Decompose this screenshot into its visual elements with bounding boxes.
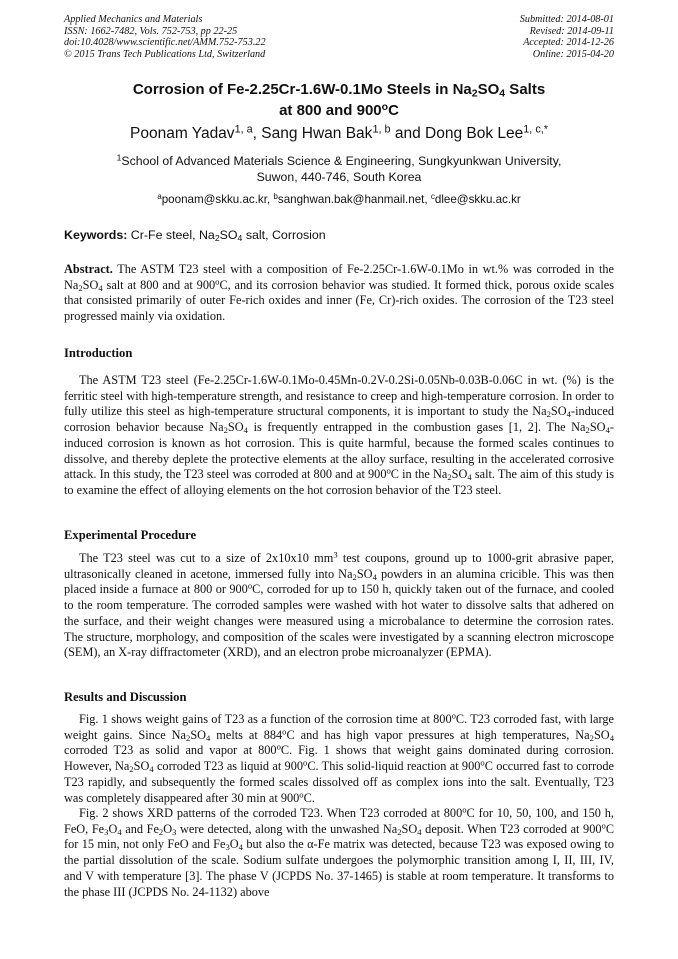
- journal-name: Applied Mechanics and Materials: [64, 14, 203, 25]
- author-list: Poonam Yadav$^{1, a}$, Sang Hwan Bak$^{1, b}$ and Dong Bok Lee$^{1, c,*}$: [130, 123, 548, 142]
- email-a: poonam@skku.ac.kr,: [161, 193, 274, 206]
- title-line-2: at 800 and 900$^o$C: [279, 100, 399, 119]
- journal-header-left: [64, 14, 266, 60]
- revised-date: Revised: 2014-09-11: [529, 25, 614, 37]
- author-emails: $^a$poonam@skku.ac.kr, $^b$sanghwan.bak@hanmail.net, $^c$dlee@skku.ac.kr: [157, 191, 521, 206]
- introduction-heading: Introduction: [64, 346, 133, 360]
- experimental-paragraph: The T23 steel was cut to a size of 2x10x10 $mm^3$ test coupons, ground up to 1000-grit abrasive paper, ultrasonically cleaned in acetone, immersed fully into $Na_2SO_4$ powders in an alumina cricible. This was then placed inside a furnace at 800 or 900$^o$C, corroded for up to 150 h, quickly taken out of the furnace, and cooled to the room temperature. The corroded samples were washed with hot water to dissolve salts that adhered on the surface, and their weight changes were measured using a microbalance to determine the corrosion rates. The structure, morphology, and composition of the scales were investigated by a scanning electron microscope (SEM), an X-ray diffractometer (XRD), and an electron probe microanalyzer (EPMA).: [64, 549, 615, 660]
- submitted-date: Submitted: 2014-08-01: [519, 14, 614, 25]
- keywords: Keywords: Cr-Fe steel, $Na_2SO_4$ salt, Corrosion: [64, 228, 326, 244]
- results-paragraph-2: Fig. 2 shows XRD patterns of the corroded T23. When T23 corroded at 800$^o$C for 10, 50, 100, and 150 h, FeO, $Fe_3O_4$ and $Fe_2O_3$ were detected, along with the unwashed $Na_2SO_4$ deposit. When T23 corroded at 900$^o$C for 15 min, not only FeO and $Fe_3O_4$ but also the α-Fe matrix was detected, because T23 was exposed owing to the partial dissolution of the scale. Sodium sulfate undergoes the polymorphic transition among I, II, III, IV, and V with temperature [3]. The phase V (JCPDS No. 37-1465) is stable at room temperature. It transforms to the phase III (JCPDS No. 24-1132) above: [64, 804, 615, 899]
- issn-line: ISSN: 1662-7482, Vols. 752-753, pp 22-25: [64, 25, 238, 37]
- online-date: Online: 2015-04-20: [532, 48, 614, 60]
- keywords-label: Keywords:: [64, 228, 128, 242]
- abstract: Abstract. The ASTM T23 steel with a composition of Fe-2.25Cr-1.6W-0.1Mo in wt.% was corroded in the $Na_2SO_4$ salt at 800 and at 900$^o$C, and its corrosion behavior was studied. It formed thick, porous oxide scales that consisted primarily of outer Fe-rich oxides and inner (Fe, Cr)-rich oxides. The corrosion of the T23 steel progressed mainly via oxidation.: [64, 262, 614, 324]
- email-c: dlee@skku.ac.kr: [434, 193, 521, 206]
- introduction-paragraph: The ASTM T23 steel (Fe-2.25Cr-1.6W-0.1Mo-0.45Mn-0.2V-0.2Si-0.05Nb-0.03B-0.06C in wt. (%) is the ferritic steel with high-temperature strength, and resistance to creep and high-temperature corrosion. In order to fully utilize this steel as high-temperature structural components, it is important to study the $Na_2SO_4$-induced corrosion behavior because $Na_2SO_4$ is frequently entrapped in the combustion gases [1, 2]. The $Na_2SO_4$-induced corrosion is known as hot corrosion. This is quite harmful, because the formed scales continues to dissolve, and thereby deplete the protective elements at the alloy surface, resulting in the accelerated corrosive attack. In this study, the T23 steel was corroded at 800 and at 900$^o$C in the $Na_2SO_4$ salt. The aim of this study is to examine the effect of alloying elements on the hot corrosion behavior of the T23 steel.: [64, 373, 614, 497]
- email-b: sanghwan.bak@hanmail.net,: [277, 193, 431, 206]
- abstract-label: Abstract.: [64, 262, 113, 276]
- paper-title: [64, 79, 614, 121]
- accepted-date: Accepted: 2014-12-26: [523, 37, 614, 48]
- author-2: Sang Hwan Bak: [261, 125, 373, 142]
- author-3: Dong Bok Lee: [425, 125, 524, 142]
- doi-line: doi:10.4028/www.scientific.net/AMM.752-753.22: [64, 37, 266, 48]
- results-heading: Results and Discussion: [64, 690, 187, 704]
- copyright-line: © 2015 Trans Tech Publications Ltd, Switzerland: [64, 48, 266, 60]
- affiliation: $^1$School of Advanced Materials Science & Engineering, Sungkyunkwan University, Suwon, 440-746, South Korea: [116, 152, 562, 184]
- experimental-heading: Experimental Procedure: [64, 528, 197, 542]
- results-paragraph-1: Fig. 1 shows weight gains of T23 as a function of the corrosion time at 800$^o$C. T23 corroded fast, with large weight gains. Since $Na_2SO_4$ melts at 884$^o$C and has high vapor pressures at high temperatures, $Na_2SO_4$ corroded T23 as solid and vapor at 800$^o$C. Fig. 1 shows that weight gains dominated during corrosion. However, $Na_2SO_4$ corroded T23 as liquid at 900$^o$C. This solid-liquid reaction at 900$^o$C occurred fast to corrode T23 rapidly, and subsequently the formed scales dissolved off as complex ions into the salt. Eventually, T23 was completely disappeared after 30 min at 900$^o$C.: [64, 710, 614, 805]
- title-line-1: Corrosion of Fe-2.25Cr-1.6W-0.1Mo Steels in $Na_2SO_4$ Salts: [132, 81, 546, 100]
- journal-header-right: [520, 14, 614, 60]
- author-1: Poonam Yadav: [130, 125, 235, 142]
